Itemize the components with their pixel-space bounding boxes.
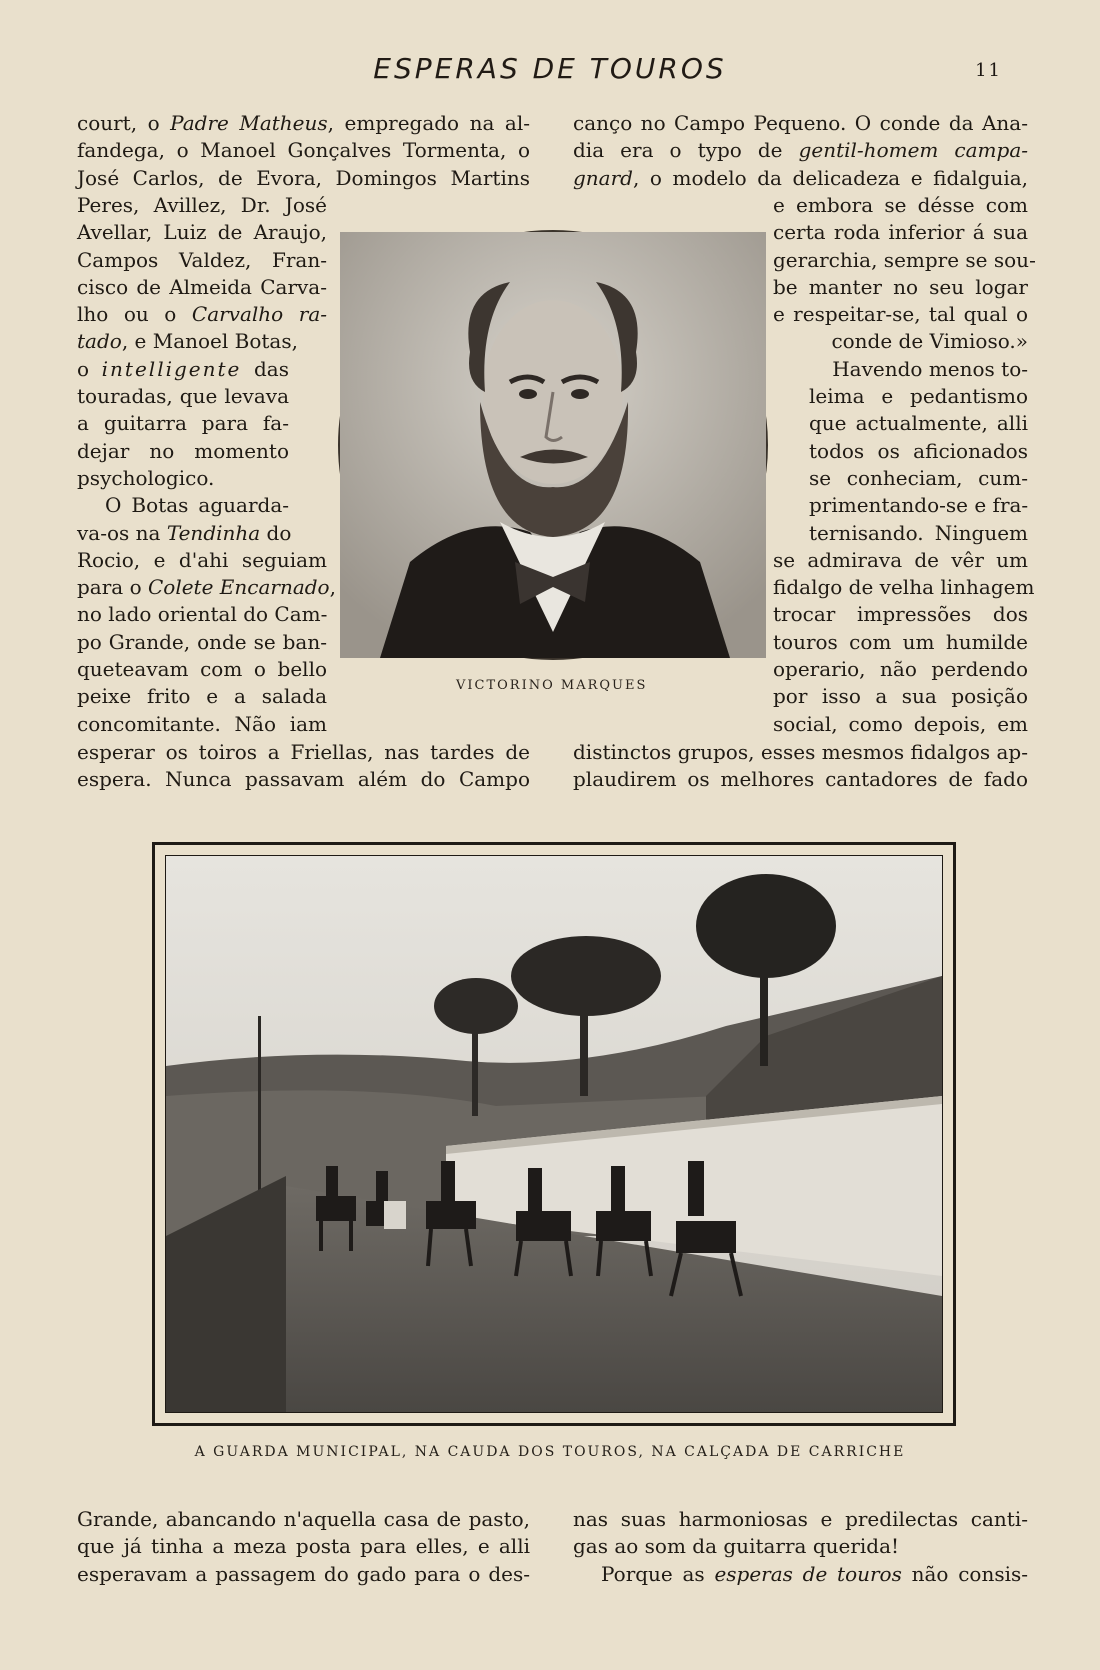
portrait-caption: VICTORINO MARQUES: [456, 678, 648, 693]
text-line: po Grande, onde se ban-: [77, 629, 327, 654]
text-line: va-os na Tendinha do: [77, 520, 292, 545]
text-line: court, o Padre Matheus, empregado na al-: [77, 111, 531, 135]
text-line: trocar impressões dos: [773, 602, 1028, 627]
text-line: José Carlos, de Evora, Domingos Martins: [77, 165, 530, 190]
text-line: gnard, o modelo da delicadeza e fidalguia,: [573, 165, 1028, 190]
text-line: esperar os toiros a Friellas, nas tardes de: [77, 740, 530, 764]
text-line: que actualmente, alli: [809, 411, 1028, 436]
text-line: espera. Nunca passavam além do Campo: [77, 767, 530, 792]
photo-frame: [152, 842, 956, 1426]
text-line: fidalgo de velha linhagem: [773, 575, 1035, 600]
left-column-narrow: [77, 192, 336, 738]
portrait-photo: [338, 230, 768, 660]
text-line: Avellar, Luiz de Araujo,: [77, 220, 327, 245]
text-line: certa roda inferior á sua: [773, 220, 1028, 245]
text-line: o intelligente das: [77, 356, 289, 381]
text-line: dia era o typo de gentil-homem campa-: [573, 138, 1028, 163]
text-line: esperavam a passagem do gado para o des-: [77, 1561, 530, 1586]
right-column-bottom: [573, 1506, 1028, 1588]
text-line: conde de Vimioso.»: [831, 329, 1028, 354]
right-column-full-tail: [573, 739, 1028, 794]
text-line: para o Colete Encarnado,: [77, 575, 336, 600]
text-line: gerarchia, sempre se sou-: [773, 247, 1036, 272]
text-line: plaudirem os melhores cantadores de fado: [573, 767, 1028, 792]
right-column-top: [573, 110, 1028, 192]
text-line: gas ao som da guitarra querida!: [573, 1534, 900, 1559]
text-line: por isso a sua posição: [773, 684, 1028, 709]
text-line: queteavam com o bello: [77, 657, 327, 682]
text-line: que já tinha a meza posta para elles, e alli: [77, 1534, 530, 1559]
text-line: social, como depois, em: [773, 711, 1028, 736]
text-line: O Botas aguarda-: [105, 493, 289, 518]
text-line: e embora se désse com: [773, 193, 1028, 217]
text-line: operario, não perdendo: [773, 657, 1028, 682]
text-line: fandega, o Manoel Gonçalves Tormenta, o: [77, 138, 530, 163]
text-line: dejar no momento: [77, 438, 289, 463]
left-column-bottom: [77, 1506, 530, 1588]
text-line: tado, e Manoel Botas,: [77, 329, 298, 354]
page-number: 11: [975, 60, 1002, 81]
text-line: primentando-se e fra-: [809, 493, 1029, 518]
text-line: se admirava de vêr um: [773, 547, 1028, 572]
text-line: nas suas harmoniosas e predilectas canti-: [573, 1507, 1028, 1531]
text-line: distinctos grupos, esses mesmos fidalgos ap-: [573, 740, 1028, 764]
text-line: no lado oriental do Cam-: [77, 602, 328, 627]
page-title: ESPERAS DE TOUROS: [373, 52, 727, 85]
text-line: Campos Valdez, Fran-: [77, 247, 327, 272]
text-line: ternisando. Ninguem: [809, 520, 1028, 545]
cavalry-photo: [165, 855, 943, 1413]
text-line: canço no Campo Pequeno. O conde da Ana-: [573, 111, 1028, 135]
text-line: psychologico.: [77, 465, 215, 490]
text-line: Peres, Avillez, Dr. José: [77, 193, 327, 217]
text-line: Grande, abancando n'aquella casa de pasto,: [77, 1507, 530, 1531]
left-column-full-tail: [77, 739, 530, 794]
text-line: Porque as esperas de touros não consis-: [601, 1561, 1029, 1586]
text-line: cisco de Almeida Carva-: [77, 274, 327, 299]
left-column-top: [77, 110, 530, 192]
running-header: [0, 52, 1100, 92]
text-line: Havendo menos to-: [832, 356, 1028, 381]
cavalry-illustration: [166, 856, 942, 1412]
text-line: peixe frito e a salada: [77, 684, 327, 709]
text-line: todos os aficionados: [809, 438, 1028, 463]
text-line: touros com um humilde: [773, 629, 1028, 654]
text-line: leima e pedantismo: [809, 384, 1028, 409]
text-line: be manter no seu logar: [773, 274, 1028, 299]
right-column-narrow: [773, 192, 1036, 738]
text-line: touradas, que levava: [77, 384, 289, 409]
text-line: lho ou o Carvalho ra-: [77, 302, 327, 327]
text-line: se conheciam, cum-: [809, 465, 1028, 490]
photo-caption: A GUARDA MUNICIPAL, NA CAUDA DOS TOUROS, NA CALÇADA DE CARRICHE: [194, 1444, 906, 1460]
text-line: concomitante. Não iam: [77, 711, 327, 736]
text-line: Rocio, e d'ahi seguiam: [77, 547, 327, 572]
text-line: e respeitar-se, tal qual o: [773, 302, 1028, 327]
portrait-illustration: [340, 232, 766, 658]
text-line: a guitarra para fa-: [77, 411, 289, 436]
